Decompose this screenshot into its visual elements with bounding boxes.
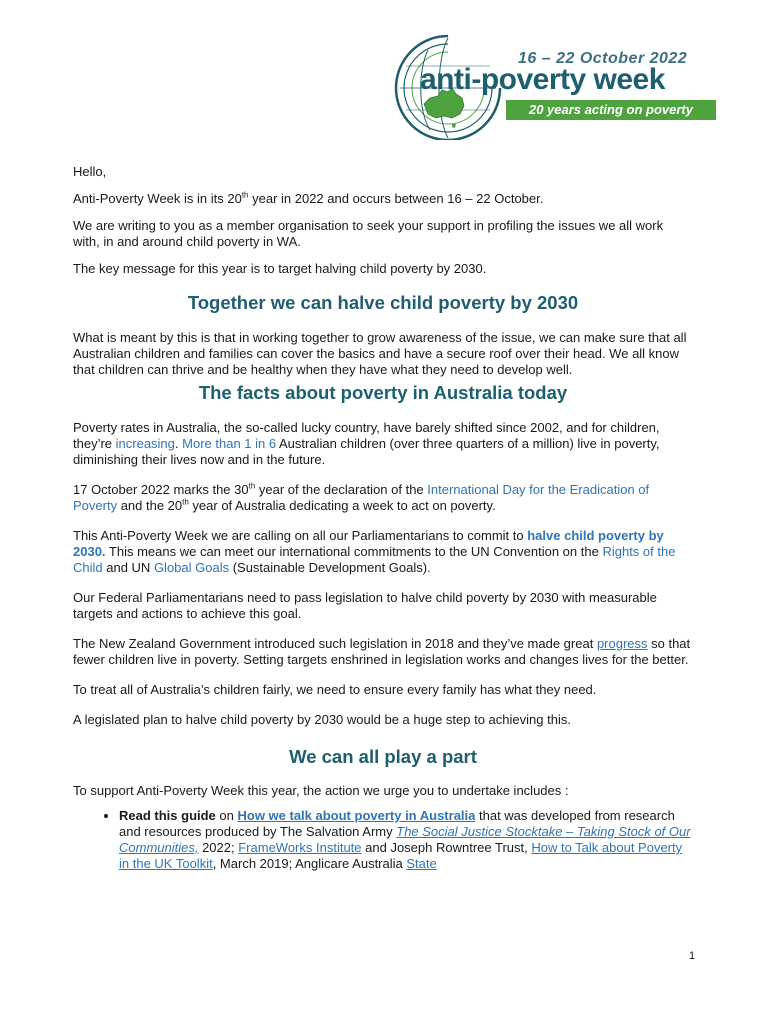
facts-paragraph-2: 17 October 2022 marks the 30th year of the declaration of the International Day for the Eradication of Poverty and the 20th year of Australia dedicating a week to act on poverty.	[73, 481, 650, 513]
letter-body	[73, 164, 693, 872]
logo-title: anti-poverty week	[420, 63, 665, 96]
section1-paragraph: What is meant by this is that in working together to grow awareness of the issue, we can make sure that all Australian children and families can cover the basics and have a secure roof over their head. We all know that children can thrive and be healthy when they have what they need to develop well.	[73, 330, 687, 377]
heading-facts-about-poverty: The facts about poverty in Australia today	[198, 382, 568, 403]
uk-toolkit-link[interactable]: How to Talk about Poverty in the UK Toolkit	[119, 840, 683, 871]
action-intro: To support Anti-Poverty Week this year, the action we urge you to undertake includes :	[73, 783, 569, 798]
list-item: • Read this guide on How we talk about poverty in Australia that was developed from research and resources produced by The Salvation Army The Social Justice Stocktake – Taking Stock of Our Communities, 2022; FrameWorks Institute and Joseph Rowntree Trust, How to Talk about Poverty in the UK Toolkit, March 2019; Anglicare Australia State	[119, 808, 693, 872]
increasing-link[interactable]: increasing	[115, 436, 175, 451]
social-justice-stocktake-link[interactable]: The Social Justice Stocktake – Taking Stock of Our Communities,	[119, 824, 691, 855]
eradication-of-poverty-link[interactable]: International Day for the Eradication of Poverty	[73, 482, 650, 513]
heading-play-a-part: We can all play a part	[289, 746, 477, 767]
intro-paragraph-1: Anti-Poverty Week is in its 20th year in 2022 and occurs between 16 – 22 October.	[73, 190, 544, 206]
anti-poverty-week-logo	[390, 30, 730, 140]
logo-tagline: 20 years acting on poverty	[506, 100, 716, 120]
read-this-guide-label: Read this guide	[119, 808, 216, 823]
intro-paragraph-2: We are writing to you as a member organisation to seek your support in profiling the issues we all work with, in and around child poverty in WA.	[73, 218, 664, 249]
event-dates: 16 – 22 October 2022	[518, 50, 688, 67]
facts-paragraph-6: To treat all of Australia’s children fairly, we need to ensure every family has what they need.	[73, 682, 597, 697]
facts-paragraph-3: This Anti-Poverty Week we are calling on all our Parliamentarians to commit to halve child poverty by 2030. This means we can meet our international commitments to the UN Convention on the Rights of the Child and UN Global Goals (Sustainable Development Goals).	[73, 528, 676, 575]
action-list	[73, 808, 693, 872]
greeting: Hello,	[73, 164, 107, 179]
facts-paragraph-7: A legislated plan to halve child poverty by 2030 would be a huge step to achieving this.	[73, 712, 571, 727]
more-than-1-in-6-link[interactable]: More than 1 in 6	[182, 436, 277, 451]
how-we-talk-about-poverty-link[interactable]: How we talk about poverty in Australia	[237, 808, 476, 823]
progress-link[interactable]: progress	[596, 636, 648, 651]
heading-halve-child-poverty: Together we can halve child poverty by 2030	[187, 292, 579, 313]
facts-paragraph-5: The New Zealand Government introduced such legislation in 2018 and they’ve made great progress so that fewer children live in poverty. Setting targets enshrined in legislation works and changes lives for the better.	[73, 636, 691, 667]
facts-paragraph-4: Our Federal Parliamentarians need to pass legislation to halve child poverty by 2030 with measurable targets and actions to achieve this goal.	[73, 590, 657, 621]
facts-paragraph-1: Poverty rates in Australia, the so-called lucky country, have barely shifted since 2002, and for children, they’re increasing. More than 1 in 6 Australian children (over three quarters of a million) live in poverty, diminishing their lives now and in the future.	[73, 420, 660, 467]
frameworks-institute-link[interactable]: FrameWorks Institute	[238, 840, 362, 855]
halve-child-poverty-highlight: halve child poverty by 2030.	[73, 528, 664, 559]
page-number: 1	[689, 950, 696, 962]
intro-paragraph-3: The key message for this year is to target halving child poverty by 2030.	[73, 261, 487, 276]
rights-of-the-child-link[interactable]: Rights of the Child	[73, 544, 676, 575]
global-goals-link[interactable]: Global Goals	[153, 560, 230, 575]
state-link[interactable]: State	[406, 856, 437, 871]
